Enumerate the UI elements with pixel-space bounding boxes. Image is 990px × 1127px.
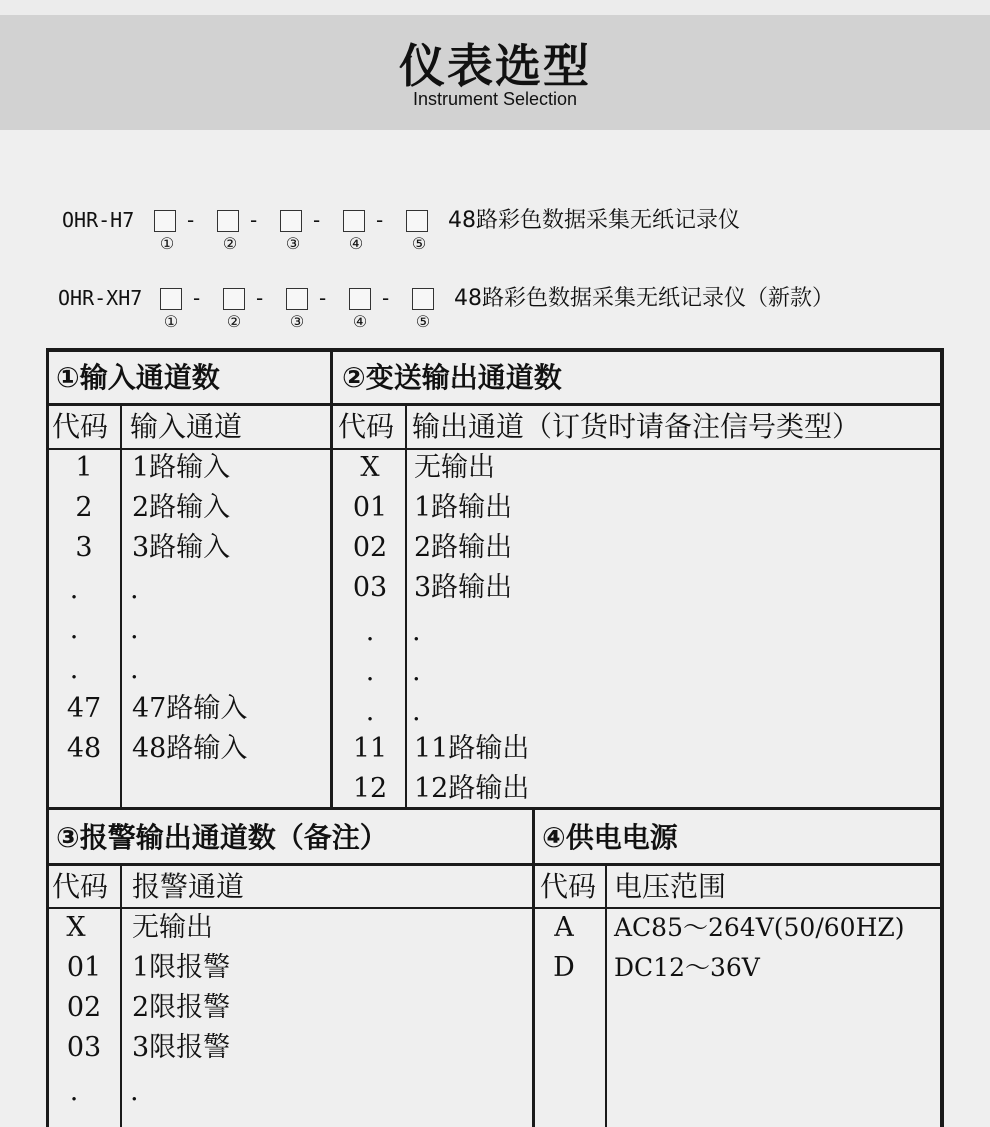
slot-number: ③ bbox=[285, 234, 301, 253]
separator-dash: - bbox=[250, 208, 258, 232]
table-cell-value: 2路输出 bbox=[414, 532, 513, 563]
slot-number: ① bbox=[163, 312, 179, 331]
column-header-code: 代码 bbox=[52, 410, 109, 443]
table-cell-value: 1限报警 bbox=[132, 952, 231, 983]
column-header-input-channel: 输入通道 bbox=[130, 410, 243, 443]
table-divider bbox=[46, 403, 944, 406]
table-border bbox=[46, 348, 49, 1127]
table-cell-value: 2限报警 bbox=[132, 992, 231, 1023]
table-cell-code: D bbox=[553, 952, 575, 983]
table-cell-code: A bbox=[554, 912, 574, 943]
column-header-voltage-range: 电压范围 bbox=[614, 870, 727, 903]
table-cell-code: 02 bbox=[66, 992, 102, 1023]
table-cell-code: 03 bbox=[352, 572, 388, 603]
slot-number: ② bbox=[222, 234, 238, 253]
slot-number: ⑤ bbox=[411, 234, 427, 253]
table-cell-value: 2路输入 bbox=[132, 492, 231, 523]
slot-number: ⑤ bbox=[415, 312, 431, 331]
table-cell-code: 2 bbox=[75, 492, 93, 523]
model-description: 48路彩色数据采集无纸记录仪 bbox=[448, 208, 740, 233]
page-title: 仪表选型 bbox=[399, 39, 591, 93]
table-cell-code: 12 bbox=[352, 773, 388, 804]
separator-dash: - bbox=[313, 208, 321, 232]
table-cell-value: 12路输出 bbox=[414, 773, 530, 804]
table-cell-value: 1路输入 bbox=[132, 452, 231, 483]
section-title-alarm-channels: ③报警输出通道数（备注） bbox=[56, 821, 388, 854]
table-cell-value: 无输出 bbox=[132, 912, 213, 943]
table-cell-code: 11 bbox=[352, 733, 388, 764]
table-divider bbox=[120, 866, 122, 1127]
column-header-code: 代码 bbox=[540, 870, 597, 903]
table-cell-code: 03 bbox=[66, 1032, 102, 1063]
table-cell-code: X bbox=[66, 912, 86, 943]
table-cell-code: 47 bbox=[66, 693, 102, 724]
table-divider bbox=[120, 406, 122, 808]
table-cell-code: . bbox=[69, 1076, 79, 1107]
column-header-alarm-channel: 报警通道 bbox=[132, 870, 245, 903]
table-cell-code: 3 bbox=[75, 532, 93, 563]
table-cell-code: 1 bbox=[75, 452, 93, 483]
separator-dash: - bbox=[187, 208, 195, 232]
table-cell-code: 02 bbox=[352, 532, 388, 563]
table-cell-value: DC12～36V bbox=[614, 953, 760, 982]
table-cell-value: 47路输入 bbox=[132, 693, 248, 724]
table-cell-code: 48 bbox=[66, 733, 102, 764]
table-cell-code: X bbox=[360, 452, 380, 483]
table-cell-code: . bbox=[365, 616, 375, 647]
table-divider bbox=[405, 406, 407, 808]
column-header-output-channel: 输出通道（订货时请备注信号类型） bbox=[412, 410, 861, 443]
table-cell-code: . bbox=[69, 614, 79, 645]
table-cell-code: . bbox=[365, 696, 375, 727]
separator-dash: - bbox=[376, 208, 384, 232]
table-cell-code: 01 bbox=[352, 492, 388, 523]
table-cell-value: 1路输出 bbox=[414, 492, 513, 523]
slot-number: ① bbox=[159, 234, 175, 253]
slot-number: ④ bbox=[348, 234, 364, 253]
separator-dash: - bbox=[256, 286, 264, 310]
model-code: OHR-H7 bbox=[62, 208, 135, 232]
table-cell-value: . bbox=[130, 654, 139, 685]
column-header-code: 代码 bbox=[52, 870, 109, 903]
table-cell-value: . bbox=[130, 1076, 139, 1107]
table-cell-value: . bbox=[412, 616, 421, 647]
table-cell-value: 3路输出 bbox=[414, 572, 513, 603]
section-title-output-channels: ②变送输出通道数 bbox=[342, 361, 562, 394]
table-divider bbox=[46, 863, 944, 866]
section-title-input-channels: ①输入通道数 bbox=[56, 361, 220, 394]
table-border bbox=[940, 348, 944, 1127]
table-cell-value: . bbox=[130, 614, 139, 645]
slot-number: ④ bbox=[352, 312, 368, 331]
table-cell-value: . bbox=[130, 574, 139, 605]
separator-dash: - bbox=[382, 286, 390, 310]
table-border bbox=[46, 348, 944, 352]
slot-number: ③ bbox=[289, 312, 305, 331]
table-cell-value: . bbox=[412, 656, 421, 687]
separator-dash: - bbox=[193, 286, 201, 310]
table-cell-value: 无输出 bbox=[414, 452, 495, 483]
slot-number: ② bbox=[226, 312, 242, 331]
page-subtitle: Instrument Selection bbox=[412, 89, 578, 109]
table-cell-value: AC85～264V(50/60HZ) bbox=[614, 913, 905, 942]
table-cell-value: 48路输入 bbox=[132, 733, 248, 764]
table-divider bbox=[330, 348, 333, 810]
table-cell-value: 11路输出 bbox=[414, 733, 530, 764]
table-divider bbox=[532, 807, 535, 1127]
separator-dash: - bbox=[319, 286, 327, 310]
model-code: OHR-XH7 bbox=[58, 286, 143, 310]
table-cell-value: 3限报警 bbox=[132, 1032, 231, 1063]
table-cell-code: . bbox=[69, 574, 79, 605]
table-cell-value: . bbox=[412, 696, 421, 727]
table-cell-code: 01 bbox=[66, 952, 102, 983]
table-cell-code: . bbox=[69, 654, 79, 685]
column-header-code: 代码 bbox=[338, 410, 395, 443]
table-divider bbox=[605, 866, 607, 1127]
section-title-power-supply: ④供电电源 bbox=[542, 821, 678, 854]
table-cell-value: 3路输入 bbox=[132, 532, 231, 563]
model-description: 48路彩色数据采集无纸记录仪（新款） bbox=[454, 286, 834, 311]
table-cell-code: . bbox=[365, 656, 375, 687]
